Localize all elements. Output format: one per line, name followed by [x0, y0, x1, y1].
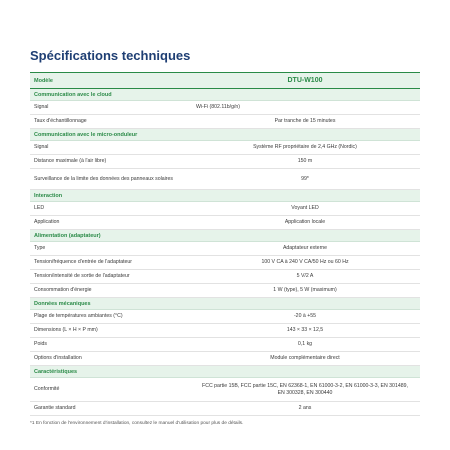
spec-value: -20 à +55: [293, 313, 317, 320]
spec-key: Conformité: [34, 386, 60, 393]
spec-row: [30, 155, 420, 169]
spec-row: [30, 338, 420, 352]
spec-key: Taux d'échantillonnage: [34, 118, 87, 125]
spec-sheet: [30, 48, 420, 426]
spec-value: FCC partie 15B, FCC partie 15C, EN 62368-1, EN 61000-3-2, EN 61000-3-3, EN 301489, EN 300328, EN 300440: [202, 383, 408, 396]
spec-row: [30, 169, 420, 190]
spec-row: [30, 101, 420, 115]
section-heading-mechanical: Données mécaniques: [30, 298, 420, 310]
spec-value: 1 W (type), 5 W (maximum): [273, 287, 337, 294]
spec-row: [30, 256, 420, 270]
spec-key: Signal: [34, 104, 49, 111]
spec-value: 0,1 kg: [297, 341, 313, 348]
section-heading-power: Alimentation (adaptateur): [30, 230, 420, 242]
spec-value: Application locale: [284, 219, 326, 226]
spec-value: 2 ans: [298, 405, 312, 412]
spec-key: Plage de températures ambiantes (°C): [34, 313, 123, 320]
spec-key: Tension/fréquence d'entrée de l'adaptateur: [34, 259, 133, 266]
spec-key: Tension/intensité de sortie de l'adaptateur: [34, 273, 130, 280]
spec-value: Adaptateur externe: [282, 245, 328, 252]
spec-key: Type: [34, 245, 46, 252]
spec-key: Application: [34, 219, 60, 226]
spec-row: [30, 378, 420, 402]
spec-row: [30, 284, 420, 298]
spec-key: Consommation d'énergie: [34, 287, 92, 294]
spec-row: [30, 310, 420, 324]
spec-key: Dimensions (L × H × P mm): [34, 327, 98, 334]
spec-row: [30, 216, 420, 230]
spec-row: [30, 202, 420, 216]
model-value: DTU-W100: [287, 77, 323, 84]
spec-key: Garantie standard: [34, 405, 76, 412]
spec-value: Système RF propriétaire de 2,4 GHz (Nordic): [253, 144, 357, 151]
spec-key: LED: [34, 205, 45, 212]
spec-value: 5 V/2 A: [296, 273, 314, 280]
spec-key: Options d'installation: [34, 355, 82, 362]
spec-value: 143 × 33 × 12,5: [286, 327, 324, 334]
section-heading-microinverter: Communication avec le micro-onduleur: [30, 129, 420, 141]
section-heading-cloud: Communication avec le cloud: [30, 89, 420, 101]
footnote: *1 En fonction de l'environnement d'installation, consultez le manuel d'utilisation pour plus de détails.: [30, 421, 244, 426]
section-heading-features: Caractéristiques: [30, 366, 420, 378]
spec-value: 99*: [301, 175, 309, 182]
page-title: Spécifications techniques: [30, 48, 191, 63]
spec-row: [30, 270, 420, 284]
spec-value: Module complémentaire direct: [270, 355, 340, 362]
spec-row: [30, 352, 420, 366]
spec-row: [30, 402, 420, 416]
spec-row: [30, 242, 420, 256]
spec-value: Wi-Fi (802.11b/g/n): [196, 104, 241, 111]
spec-key: Distance maximale (à l'air libre): [34, 158, 107, 165]
spec-value: Par tranche de 15 minutes: [274, 118, 336, 125]
spec-row: [30, 141, 420, 155]
spec-key: Surveillance de la limite des données des panneaux solaires: [34, 175, 173, 182]
spec-value: Voyant LED: [291, 205, 319, 212]
spec-key: Signal: [34, 144, 49, 151]
section-heading-interaction: Interaction: [30, 190, 420, 202]
spec-key: Poids: [34, 341, 47, 348]
spec-value: 100 V CA à 240 V CA/50 Hz ou 60 Hz: [261, 259, 349, 266]
model-row: [30, 73, 420, 89]
spec-value: 150 m: [297, 158, 313, 165]
spec-row: [30, 324, 420, 338]
model-label: Modèle: [34, 77, 53, 84]
spec-row: [30, 115, 420, 129]
